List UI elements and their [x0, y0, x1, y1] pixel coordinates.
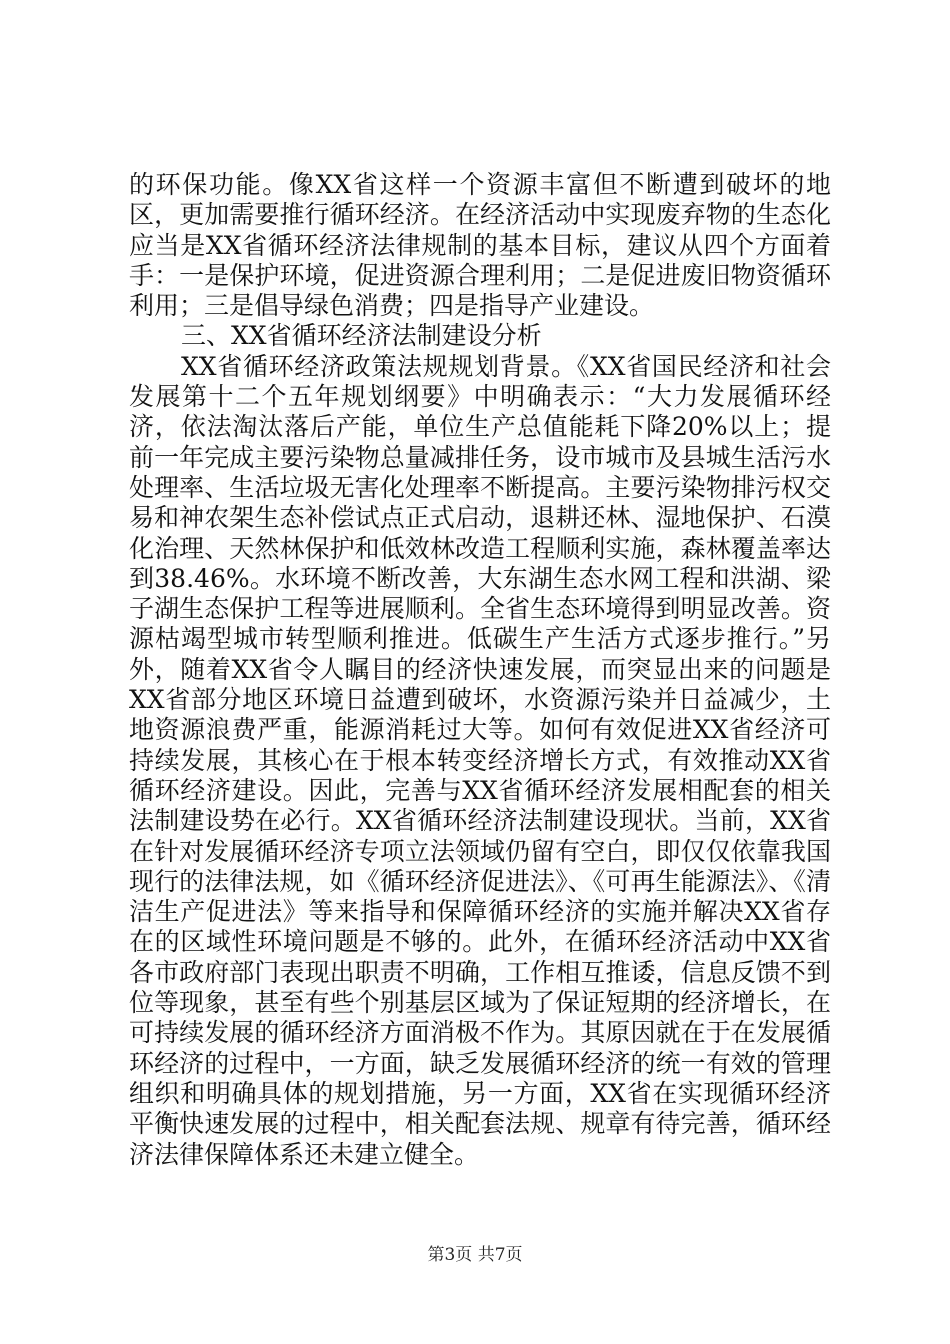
page-number-footer: 第3页 共7页: [427, 1245, 523, 1265]
document-body: [129, 170, 831, 1170]
paragraph-intro-continuation: 的环保功能。像XX省这样一个资源丰富但不断遭到破坏的地区，更加需要推行循环经济。在经济活动中实现废弃物的生态化应当是XX省循环经济法律规制的基本目标，建议从四个方面着手：一是保护环境，促进资源合理利用；二是促进废旧物资循环利用；三是倡导绿色消费；四是指导产业建设。: [129, 170, 831, 321]
paragraph-section-body: XX省循环经济政策法规规划背景。《XX省国民经济和社会发展第十二个五年规划纲要》中明确表示：“大力发展循环经济，依法淘汰落后产能，单位生产总值能耗下降20%以上；提前一年完成主要污染物总量减排任务，设市城市及县城生活污水处理率、生活垃圾无害化处理率不断提高。主要污染物排污权交易和神农架生态补偿试点正式启动，退耕还林、湿地保护、石漠化治理、天然林保护和低效林改造工程顺利实施，森林覆盖率达到38.46%。水环境不断改善，大东湖生态水网工程和洪湖、梁子湖生态保护工程等进展顺利。全省生态环境得到明显改善。资源枯竭型城市转型顺利推进。低碳生产生活方式逐步推行。”另外，随着XX省令人瞩目的经济快速发展，而突显出来的问题是XX省部分地区环境日益遭到破坏，水资源污染并日益减少，土地资源浪费严重，能源消耗过大等。如何有效促进XX省经济可持续发展，其核心在于根本转变经济增长方式，有效推动XX省循环经济建设。因此，完善与XX省循环经济发展相配套的相关法制建设势在必行。XX省循环经济法制建设现状。当前，XX省在针对发展循环经济专项立法领域仍留有空白，即仅仅依靠我国现行的法律法规，如《循环经济促进法》、《可再生能源法》、《清洁生产促进法》等来指导和保障循环经济的实施并解决XX省存在的区域性环境问题是不够的。此外，在循环经济活动中XX省各市政府部门表现出职责不明确，工作相互推诿，信息反馈不到位等现象，甚至有些个别基层区域为了保证短期的经济增长，在可持续发展的循环经济方面消极不作为。其原因就在于在发展循环经济的过程中，一方面，缺乏发展循环经济的统一有效的管理组织和明确具体的规划措施，另一方面，XX省在实现循环经济平衡快速发展的过程中，相关配套法规、规章有待完善，循环经济法律保障体系还未建立健全。: [129, 351, 831, 1169]
section-heading: 三、XX省循环经济法制建设分析: [181, 321, 542, 351]
